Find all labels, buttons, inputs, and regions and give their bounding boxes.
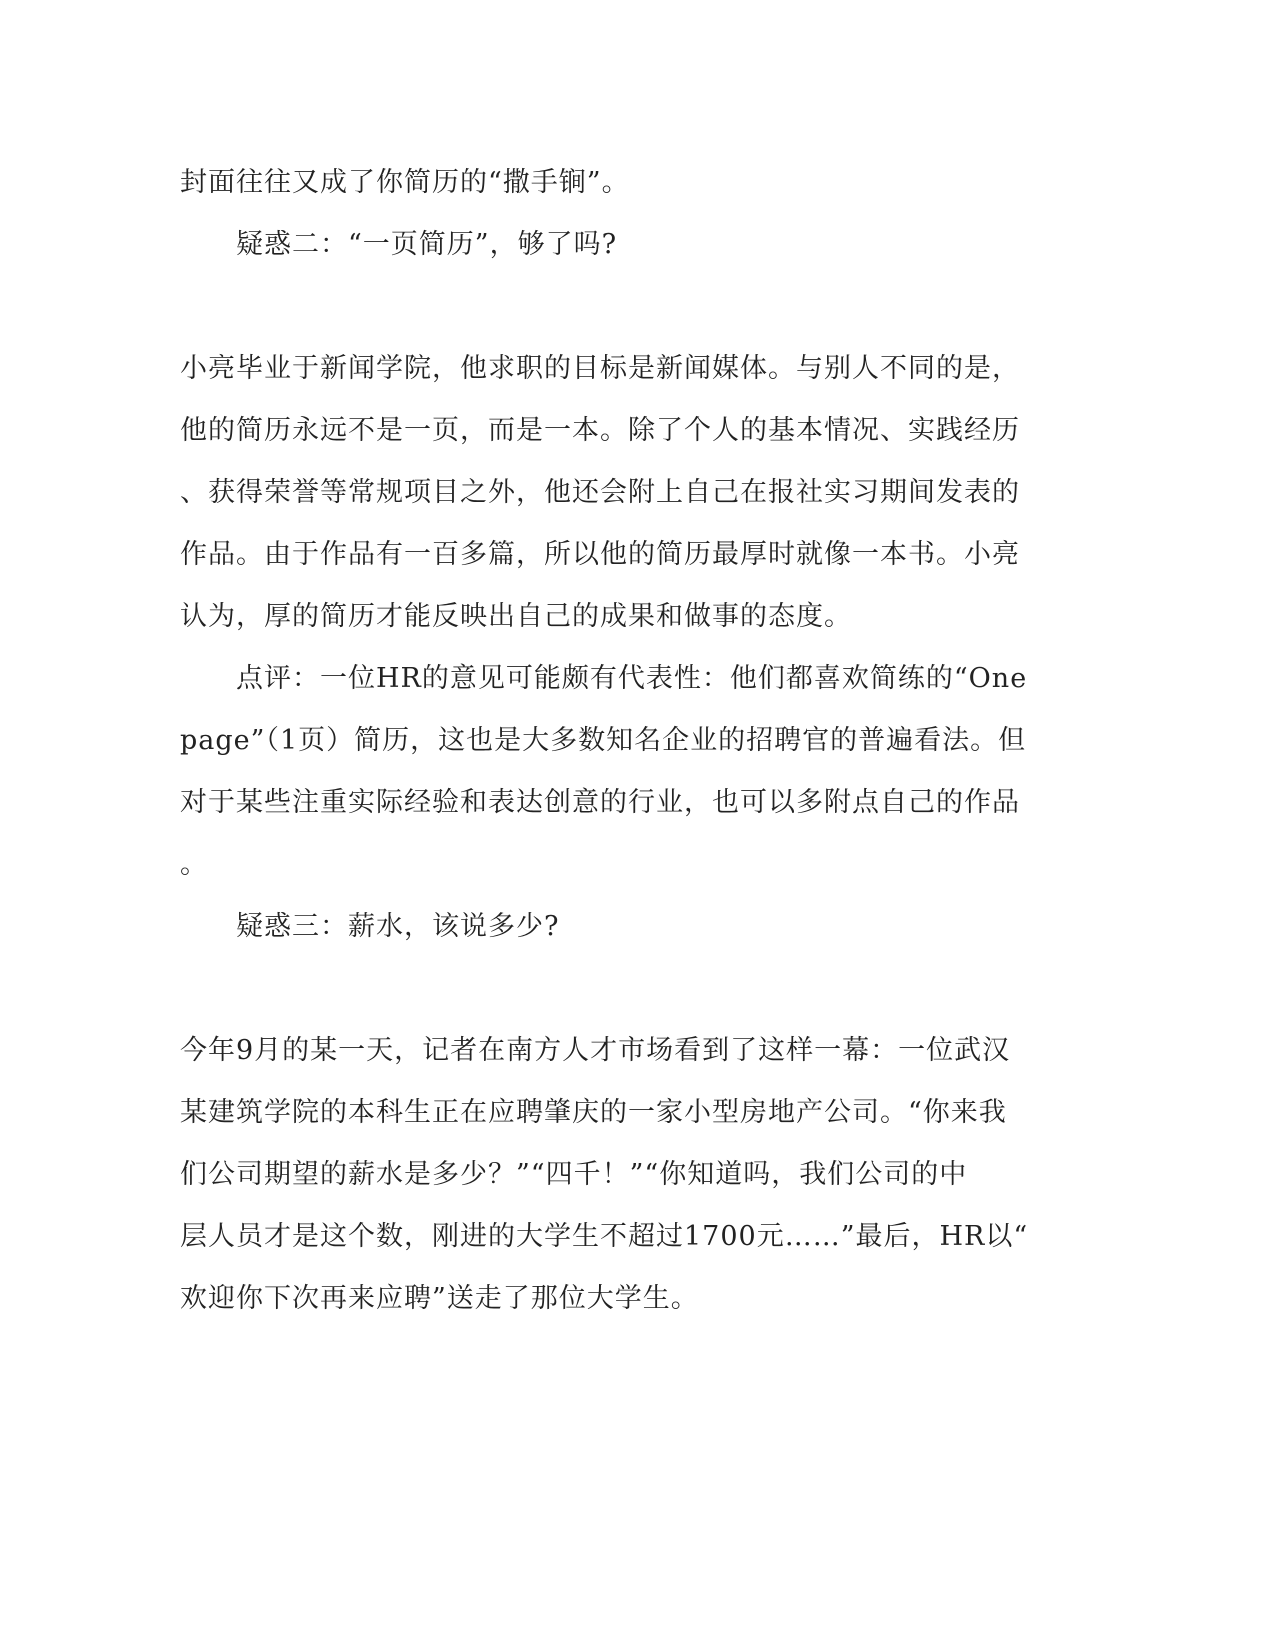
paragraph-line: 封面往往又成了你简历的“撒手锏”。 [180,167,630,198]
paragraph-line: 今年9月的某一天，记者在南方人才市场看到了这样一幕：一位武汉 [180,1035,1011,1066]
paragraph-line: 层人员才是这个数，刚进的大学生不超过1700元……”最后，HR以“ [180,1221,1029,1252]
paragraph-line: 认为，厚的简历才能反映出自己的成果和做事的态度。 [180,601,852,632]
paragraph-line: 们公司期望的薪水是多少？”“四千！”“你知道吗，我们公司的中 [180,1159,968,1190]
paragraph-line: 、获得荣誉等常规项目之外，他还会附上自己在报社实习期间发表的 [180,477,1020,508]
comment-line: 点评：一位HR的意见可能颇有代表性：他们都喜欢简练的“One [236,663,1028,694]
section-heading-3: 疑惑三：薪水，该说多少? [236,911,560,942]
paragraph-line: 作品。由于作品有一百多篇，所以他的简历最厚时就像一本书。小亮 [180,539,1020,570]
paragraph-line: 欢迎你下次再来应聘”送走了那位大学生。 [180,1283,699,1314]
section-heading-2: 疑惑二：“一页简历”，够了吗? [236,229,618,260]
paragraph-line: page”（1页）简历，这也是大多数知名企业的招聘官的普遍看法。但 [180,725,1027,756]
paragraph-line: 对于某些注重实际经验和表达创意的行业，也可以多附点自己的作品 [180,787,1020,818]
paragraph-line: 他的简历永远不是一页，而是一本。除了个人的基本情况、实践经历 [180,415,1020,446]
paragraph-line: 。 [180,849,208,880]
paragraph-line: 小亮毕业于新闻学院，他求职的目标是新闻媒体。与别人不同的是， [180,353,1020,384]
paragraph-line: 某建筑学院的本科生正在应聘肇庆的一家小型房地产公司。“你来我 [180,1097,1007,1128]
